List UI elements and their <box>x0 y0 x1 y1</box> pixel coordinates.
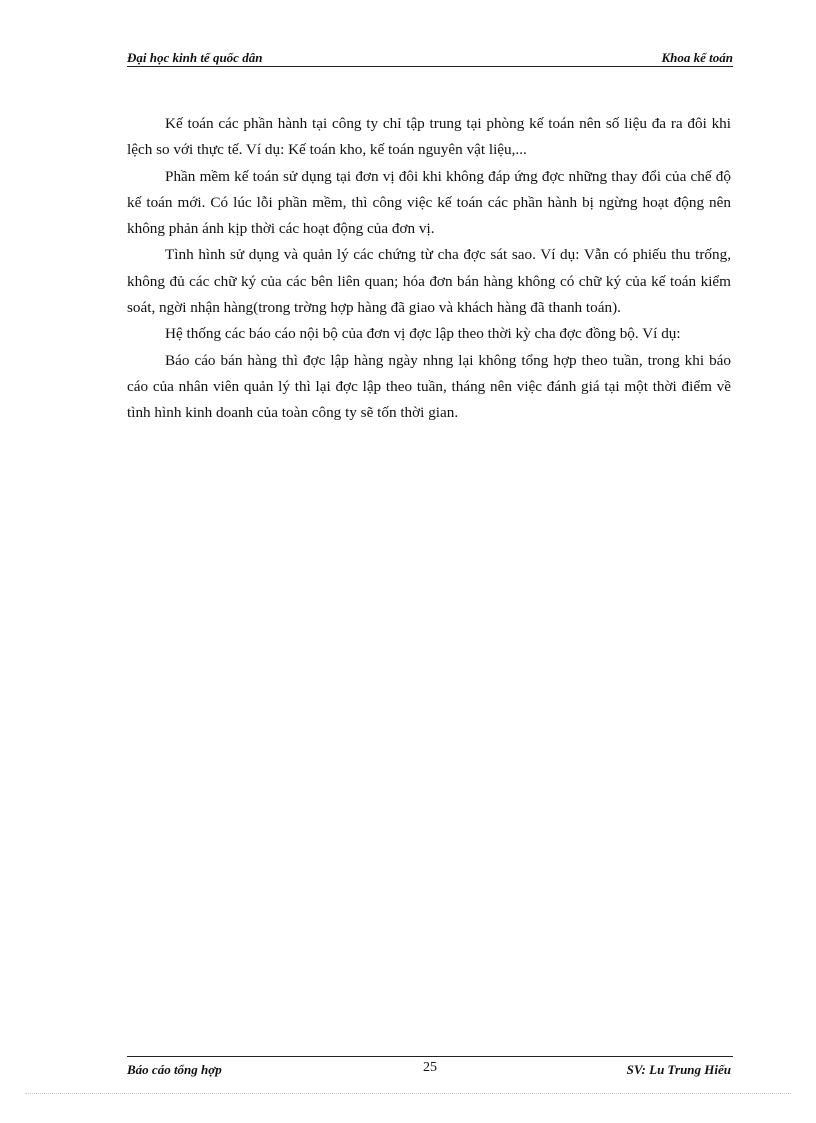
page-number: 25 <box>423 1060 437 1075</box>
paragraph: Kế toán các phần hành tại công ty chỉ tập trung tại phòng kế toán nên số liệu đa ra đôi khi lệch so với thực tế. Ví dụ: Kế toán kho, kế toán nguyên vật liệu,... <box>127 115 731 159</box>
footer-student-name: SV: Lu Trung Hiếu <box>626 1062 731 1077</box>
paragraph: Báo cáo bán hàng thì đợc lập hàng ngày nhng lại không tổng hợp theo tuần, trong khi báo cáo của nhân viên quản lý thì lại đợc lập theo tuần, tháng nên việc đánh giá tại một thời điểm về tình hình kinh doanh của toàn công ty sẽ tốn thời gian. <box>127 351 731 422</box>
page-bottom-border <box>25 1093 791 1094</box>
paragraph: Hệ thống các báo cáo nội bộ của đơn vị đợc lập theo thời kỳ cha đợc đồng bộ. Ví dụ: <box>165 325 681 343</box>
header-faculty: Khoa kế toán <box>661 50 733 65</box>
body-text <box>127 111 731 427</box>
header-university: Đại học kinh tế quốc dân <box>127 50 263 65</box>
paragraph: Tình hình sử dụng và quản lý các chứng từ cha đợc sát sao. Ví dụ: Vẫn có phiếu thu trống, không đủ các chữ ký của các bên liên quan; hóa đơn bán hàng không có chữ ký của kế toán kiểm soát, ngời nhận hàng(trong trờng hợp hàng đã giao và khách hàng đã thanh toán). <box>127 246 731 317</box>
page-header <box>127 50 733 67</box>
paragraph: Phần mềm kế toán sử dụng tại đơn vị đôi khi không đáp ứng đợc những thay đổi của chế độ kế toán mới. Có lúc lỗi phần mềm, thì công việc kế toán các phần hành bị ngừng hoạt động nên không phản ánh kịp thời các hoạt động của đơn vị. <box>127 167 731 238</box>
footer-report-title: Báo cáo tổng hợp <box>127 1062 222 1077</box>
footer-divider <box>127 1056 733 1057</box>
